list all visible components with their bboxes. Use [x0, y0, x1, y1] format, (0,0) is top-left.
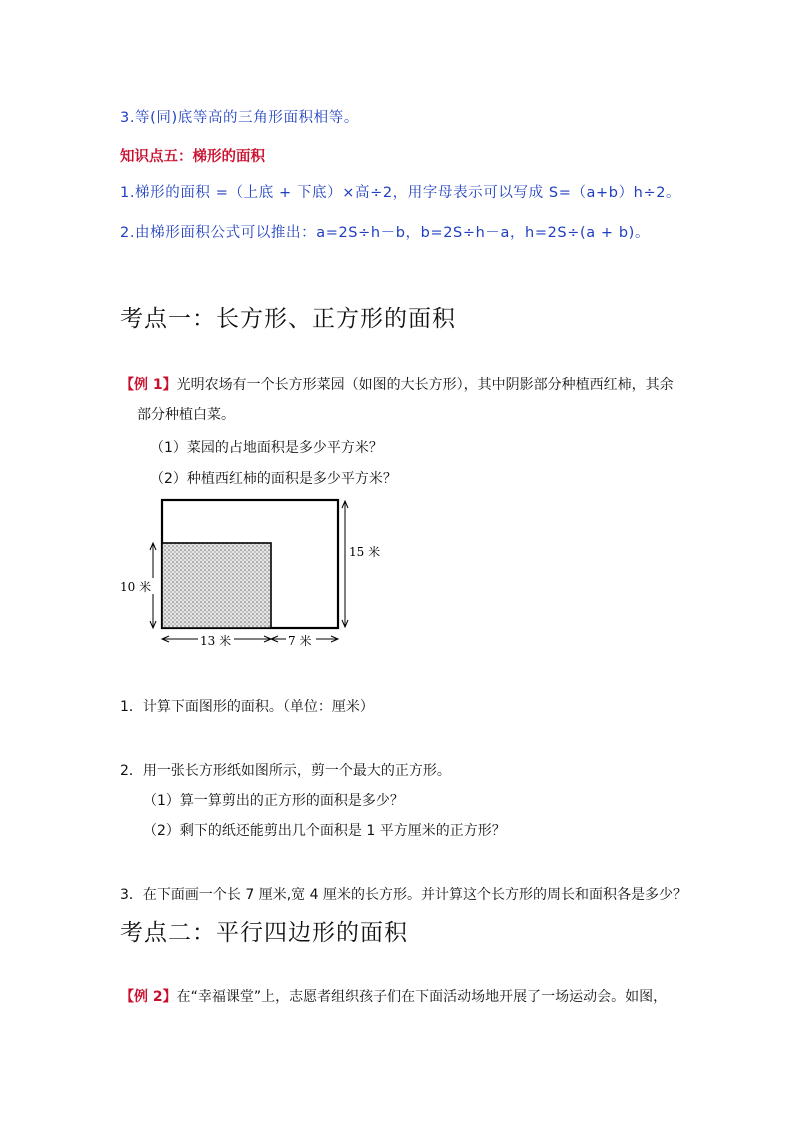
exercise-1: 1．计算下面图形的面积。（单位：厘米） — [120, 699, 374, 715]
label-10: 10 米 — [120, 580, 152, 594]
trapezoid-derivation: 2.由梯形面积公式可以推出：a=2S÷h－b，b=2S÷h－a，h=2S÷(a + b)。 — [120, 225, 651, 241]
exercise-3: 3．在下面画一个长 7 厘米,宽 4 厘米的长方形。并计算这个长方形的周长和面积各是多少？ — [120, 887, 687, 903]
knowledge-point5-title: 知识点五：梯形的面积 — [120, 149, 265, 165]
example1-line2: 部分种植白菜。 — [137, 407, 235, 423]
exercise-2-question-2: （2）剩下的纸还能剪出几个面积是 1 平方厘米的正方形？ — [143, 823, 506, 839]
garden-figure — [120, 493, 385, 658]
example1-question-1: （1）菜园的占地面积是多少平方米？ — [150, 440, 383, 456]
section2-title: 考点二：平行四边形的面积 — [120, 920, 408, 946]
example1-text: 光明农场有一个长方形菜园（如图的大长方形），其中阴影部分种植西红柿，其余 — [176, 377, 674, 393]
example2-line1 — [120, 986, 667, 1006]
label-7: 7 米 — [288, 634, 312, 648]
label-13: 13 米 — [200, 634, 232, 648]
exercise-2-question-1: （1）算一算剪出的正方形的面积是多少？ — [143, 793, 404, 809]
trapezoid-formula: 1.梯形的面积 =（上底 + 下底）×高÷2，用字母表示可以写成 S=（a+b）h÷2。 — [120, 185, 682, 201]
section1-title: 考点一：长方形、正方形的面积 — [120, 306, 456, 332]
exercise-2: 2．用一张长方形纸如图所示，剪一个最大的正方形。 — [120, 763, 451, 779]
knowledge-line-3: 3.等(同)底等高的三角形面积相等。 — [120, 110, 359, 126]
example1-tag: 【例 1】 — [120, 377, 177, 393]
example1-question-2: （2）种植西红柿的面积是多少平方米？ — [150, 471, 397, 487]
example2-tag: 【例 2】 — [120, 989, 177, 1005]
label-15: 15 米 — [349, 545, 381, 559]
example2-text: 在“幸福课堂”上，志愿者组织孩子们在下面活动场地开展了一场运动会。如图， — [176, 989, 668, 1005]
tomato-area — [162, 543, 271, 628]
example1-line1 — [120, 374, 674, 394]
